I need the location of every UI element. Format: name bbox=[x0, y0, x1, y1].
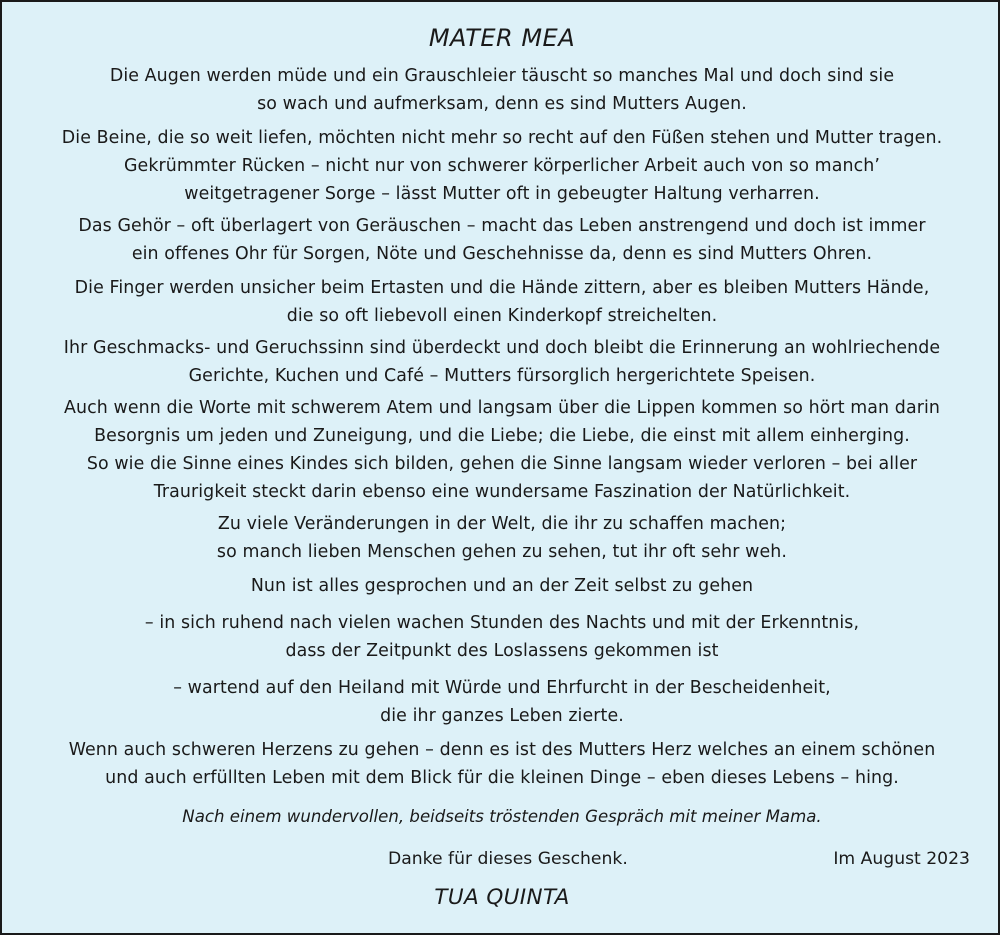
poem-line: so wach und aufmerksam, denn es sind Mutters Augen. bbox=[257, 94, 747, 114]
poem-line: weitgetragener Sorge – lässt Mutter oft in gebeugter Haltung verharren. bbox=[184, 184, 820, 204]
poem-body bbox=[2, 62, 1000, 792]
poem-line: – wartend auf den Heiland mit Würde und Ehrfurcht in der Bescheidenheit, bbox=[173, 678, 831, 698]
poem-line: Die Finger werden unsicher beim Ertasten und die Hände zittern, aber es bleiben Mutters Hände, bbox=[74, 278, 930, 298]
poem-line: Besorgnis um jeden und Zuneigung, und die Liebe; die Liebe, die einst mit allem einherging. bbox=[94, 426, 910, 446]
poem-line: Gerichte, Kuchen und Café – Mutters fürsorglich hergerichtete Speisen. bbox=[188, 366, 816, 386]
poem-line: Wenn auch schweren Herzens zu gehen – denn es ist des Mutters Herz welches an einem schönen bbox=[68, 740, 936, 760]
poem-line: Die Beine, die so weit liefen, möchten nicht mehr so recht auf den Füßen stehen und Mutter tragen. bbox=[61, 128, 943, 148]
poem-line: ein offenes Ohr für Sorgen, Nöte und Geschehnisse da, denn es sind Mutters Ohren. bbox=[131, 244, 873, 264]
poem-line: Auch wenn die Worte mit schwerem Atem und langsam über die Lippen kommen so hört man darin bbox=[63, 398, 941, 418]
poem-line: die ihr ganzes Leben zierte. bbox=[380, 706, 624, 726]
notice-title: MATER MEA bbox=[428, 24, 576, 52]
poem-line: dass der Zeitpunkt des Loslassens gekommen ist bbox=[285, 641, 719, 661]
thanks-line: Danke für dieses Geschenk. bbox=[388, 849, 628, 869]
poem-line: So wie die Sinne eines Kindes sich bilden, gehen die Sinne langsam wieder verloren – bei aller bbox=[86, 454, 918, 474]
closing-note: Nach einem wundervollen, beidseits tröstenden Gespräch mit meiner Mama. bbox=[182, 807, 822, 826]
poem-line: Gekrümmter Rücken – nicht nur von schwerer körperlicher Arbeit auch von so manch’ bbox=[123, 156, 881, 176]
poem-line: Das Gehör – oft überlagert von Geräuschen – macht das Leben anstrengend und doch ist immer bbox=[78, 216, 926, 236]
poem-line: Ihr Geschmacks- und Geruchssinn sind überdeckt und doch bleibt die Erinnerung an wohlriechende bbox=[63, 338, 941, 358]
poem-line: – in sich ruhend nach vielen wachen Stunden des Nachts und mit der Erkenntnis, bbox=[144, 613, 860, 633]
poem-line: so manch lieben Menschen gehen zu sehen, tut ihr oft sehr weh. bbox=[216, 542, 788, 562]
poem-line: die so oft liebevoll einen Kinderkopf streichelten. bbox=[286, 306, 718, 326]
poem-line: und auch erfüllten Leben mit dem Blick für die kleinen Dinge – eben dieses Lebens – hing. bbox=[105, 768, 899, 788]
poem-line: Traurigkeit steckt darin ebenso eine wundersame Faszination der Natürlichkeit. bbox=[153, 482, 851, 502]
signature: TUA QUINTA bbox=[434, 885, 570, 910]
poem-line: Die Augen werden müde und ein Grauschleier täuscht so manches Mal und doch sind sie bbox=[109, 66, 895, 86]
poem-line: Zu viele Veränderungen in der Welt, die ihr zu schaffen machen; bbox=[217, 514, 787, 534]
poem-line: Nun ist alles gesprochen und an der Zeit selbst zu gehen bbox=[250, 576, 754, 596]
date-line: Im August 2023 bbox=[833, 849, 970, 869]
